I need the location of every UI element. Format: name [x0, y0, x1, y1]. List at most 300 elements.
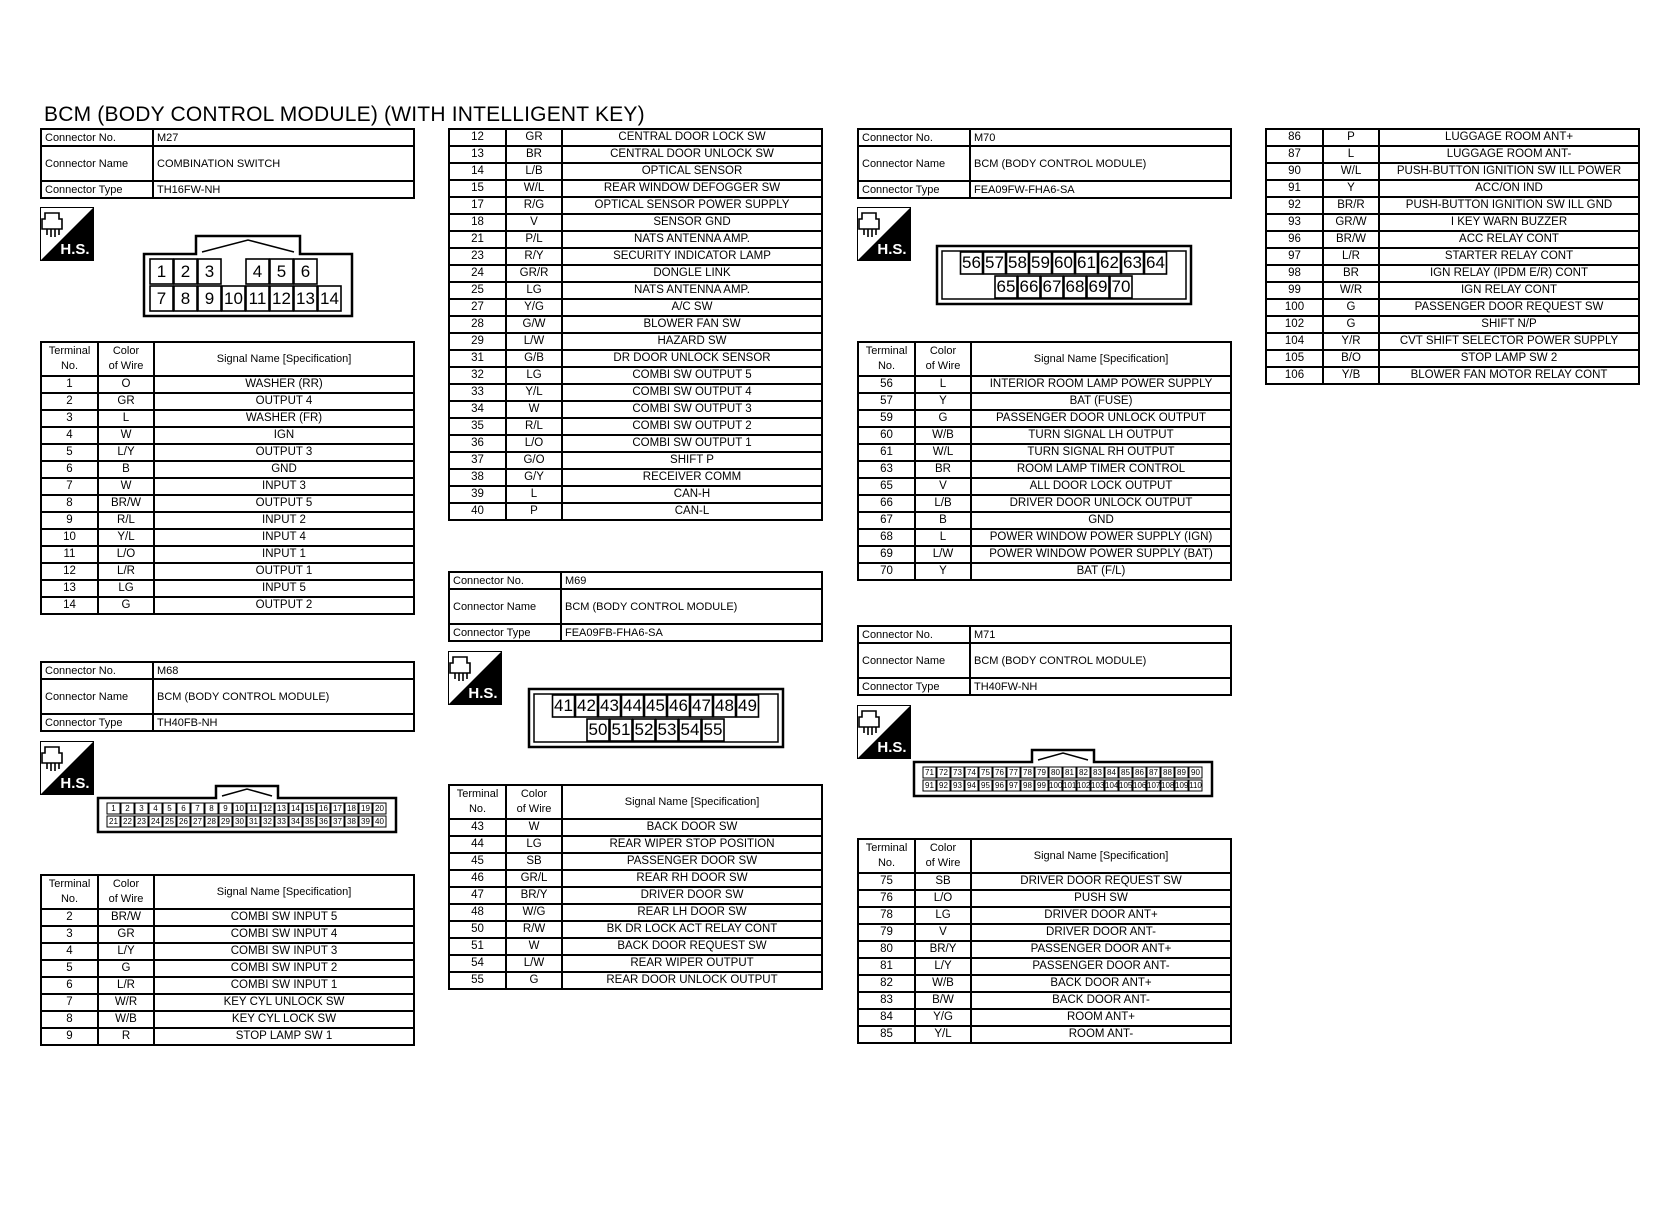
connector-type-value: TH16FW-NH: [153, 181, 414, 198]
hs-label: H.S.: [60, 241, 90, 258]
pin-label: 16: [319, 804, 328, 813]
signal-name: PASSENGER DOOR SW: [562, 853, 822, 870]
signal-name: TURN SIGNAL RH OUTPUT: [971, 444, 1231, 461]
pin-label: 27: [193, 817, 202, 826]
terminal-no: 3: [41, 926, 98, 943]
terminal-no: 31: [449, 350, 506, 367]
signal-name: WASHER (FR): [154, 410, 414, 427]
terminal-table-m71-continued: [1265, 128, 1640, 385]
wire-color: R: [98, 1028, 154, 1045]
terminal-no: 9: [41, 512, 98, 529]
terminal-no: 45: [449, 853, 506, 870]
wire-color: BR: [506, 146, 562, 163]
pin-label: 95: [981, 781, 990, 790]
header-terminal-no: Terminal No.: [41, 875, 98, 909]
header-color-of-wire: Color of Wire: [506, 785, 562, 819]
wire-color: Y: [915, 563, 971, 580]
pin-label: 5: [167, 804, 172, 813]
pin-label: 84: [1107, 768, 1116, 777]
signal-name: INPUT 3: [154, 478, 414, 495]
header-color-of-wire: Color of Wire: [915, 839, 971, 873]
terminal-row: [449, 231, 822, 248]
signal-name: INPUT 1: [154, 546, 414, 563]
signal-name: DRIVER DOOR REQUEST SW: [971, 873, 1231, 890]
pin-label: 76: [995, 768, 1004, 777]
pin-label: 25: [165, 817, 174, 826]
pin-label: 62: [1100, 253, 1119, 272]
signal-name: COMBI SW OUTPUT 3: [562, 401, 822, 418]
signal-name: BACK DOOR ANT+: [971, 975, 1231, 992]
pin-label: 14: [291, 804, 300, 813]
pin-label: 81: [1065, 768, 1074, 777]
terminal-no: 8: [41, 1011, 98, 1028]
wire-color: B: [98, 461, 154, 478]
wire-color: P: [1323, 129, 1379, 146]
connector-name-value: BCM (BODY CONTROL MODULE): [561, 589, 822, 624]
wire-color: W: [506, 938, 562, 955]
label-connector-type: Connector Type: [449, 624, 561, 641]
signal-name: COMBI SW INPUT 4: [154, 926, 414, 943]
connector-info-m69: [448, 571, 823, 642]
terminal-row: [449, 384, 822, 401]
pin-label: 86: [1135, 768, 1144, 777]
terminal-no: 90: [1266, 163, 1323, 180]
pin-label: 101: [1063, 781, 1077, 790]
terminal-row: [1266, 350, 1639, 367]
pin-label: 67: [1042, 277, 1062, 296]
terminal-no: 12: [449, 129, 506, 146]
terminal-no: 34: [449, 401, 506, 418]
wire-color: W/B: [915, 427, 971, 444]
wire-color: GR/W: [1323, 214, 1379, 231]
terminal-no: 48: [449, 904, 506, 921]
signal-name: CAN-H: [562, 486, 822, 503]
terminal-no: 91: [1266, 180, 1323, 197]
wire-color: Y: [915, 393, 971, 410]
label-connector-type: Connector Type: [41, 714, 153, 731]
wire-color: SB: [915, 873, 971, 890]
signal-name: IGN RELAY CONT: [1379, 282, 1639, 299]
terminal-row: [41, 1028, 414, 1045]
connector-no-value: M27: [153, 129, 414, 146]
signal-name: PUSH-BUTTON IGNITION SW ILL POWER: [1379, 163, 1639, 180]
header-terminal-no: Terminal No.: [449, 785, 506, 819]
connector-face-m27: [144, 234, 352, 316]
terminal-no: 6: [41, 977, 98, 994]
wire-color: L/W: [506, 955, 562, 972]
terminal-row: [449, 452, 822, 469]
terminal-no: 50: [449, 921, 506, 938]
pin-label: 45: [646, 696, 665, 715]
terminal-row: [1266, 163, 1639, 180]
signal-name: REAR DOOR UNLOCK OUTPUT: [562, 972, 822, 989]
label-connector-name: Connector Name: [858, 146, 970, 181]
pin-label: 7: [195, 804, 200, 813]
pin-label: 55: [703, 720, 723, 739]
signal-name: BACK DOOR SW: [562, 819, 822, 836]
pin-label: 105: [1119, 781, 1133, 790]
pin-label: 37: [333, 817, 342, 826]
wire-color: W: [98, 478, 154, 495]
wire-color: W/R: [1323, 282, 1379, 299]
pin-label: 72: [939, 768, 948, 777]
terminal-row: [41, 427, 414, 444]
pin-label: 13: [277, 804, 286, 813]
signal-name: ALL DOOR LOCK OUTPUT: [971, 478, 1231, 495]
terminal-no: 80: [858, 941, 915, 958]
terminal-no: 8: [41, 495, 98, 512]
terminal-no: 12: [41, 563, 98, 580]
pin-label: 60: [1054, 253, 1073, 272]
terminal-row: [41, 563, 414, 580]
terminal-no: 99: [1266, 282, 1323, 299]
terminal-row: [1266, 231, 1639, 248]
terminal-no: 105: [1266, 350, 1323, 367]
wire-color: Y/L: [98, 529, 154, 546]
signal-name: PASSENGER DOOR ANT+: [971, 941, 1231, 958]
hs-icon: [857, 705, 911, 759]
terminal-no: 63: [858, 461, 915, 478]
terminal-no: 86: [1266, 129, 1323, 146]
label-connector-name: Connector Name: [41, 679, 153, 714]
terminal-no: 75: [858, 873, 915, 890]
wire-color: Y: [1323, 180, 1379, 197]
connector-type-value: FEA09FW-FHA6-SA: [970, 181, 1231, 198]
signal-name: BACK DOOR ANT-: [971, 992, 1231, 1009]
signal-name: CENTRAL DOOR UNLOCK SW: [562, 146, 822, 163]
pin-label: 46: [669, 696, 688, 715]
pin-label: 69: [1088, 277, 1108, 296]
terminal-no: 13: [41, 580, 98, 597]
terminal-row: [1266, 265, 1639, 282]
terminal-no: 59: [858, 410, 915, 427]
pin-label: 64: [1146, 253, 1165, 272]
wire-color: LG: [506, 282, 562, 299]
terminal-no: 56: [858, 376, 915, 393]
signal-name: OUTPUT 5: [154, 495, 414, 512]
terminal-no: 57: [858, 393, 915, 410]
connector-no-value: M69: [561, 572, 822, 589]
label-connector-type: Connector Type: [858, 678, 970, 695]
wire-color: L/O: [506, 435, 562, 452]
terminal-no: 104: [1266, 333, 1323, 350]
terminal-row: [41, 597, 414, 614]
wire-color: L/O: [98, 546, 154, 563]
terminal-row: [41, 495, 414, 512]
terminal-table-m27: [40, 341, 415, 615]
signal-name: ROOM ANT-: [971, 1026, 1231, 1043]
wire-color: L: [98, 410, 154, 427]
terminal-no: 83: [858, 992, 915, 1009]
hs-label: H.S.: [877, 739, 907, 756]
signal-name: IGN: [154, 427, 414, 444]
wire-color: B/W: [915, 992, 971, 1009]
wire-color: GR: [98, 393, 154, 410]
terminal-no: 2: [41, 909, 98, 926]
connector-name-value: BCM (BODY CONTROL MODULE): [970, 643, 1231, 678]
terminal-row: [449, 316, 822, 333]
pin-label: 107: [1147, 781, 1161, 790]
pin-label: 58: [1008, 253, 1027, 272]
pin-label: 51: [611, 720, 631, 739]
terminal-row: [449, 367, 822, 384]
pin-label: 53: [657, 720, 677, 739]
terminal-row: [1266, 367, 1639, 384]
connector-face-m71: [914, 748, 1212, 796]
wire-color: W/L: [506, 180, 562, 197]
terminal-row: [449, 214, 822, 231]
wire-color: G: [98, 960, 154, 977]
signal-name: ROOM ANT+: [971, 1009, 1231, 1026]
signal-name: LUGGAGE ROOM ANT+: [1379, 129, 1639, 146]
wire-color: G/O: [506, 452, 562, 469]
pin-label: 4: [252, 262, 263, 281]
wire-color: L/R: [98, 563, 154, 580]
pin-label: 8: [209, 804, 214, 813]
terminal-row: [858, 546, 1231, 563]
wire-color: O: [98, 376, 154, 393]
terminal-no: 10: [41, 529, 98, 546]
signal-name: OUTPUT 3: [154, 444, 414, 461]
wire-color: L/W: [915, 546, 971, 563]
wire-color: W/G: [506, 904, 562, 921]
pin-label: 83: [1093, 768, 1102, 777]
pin-label: 54: [680, 720, 700, 739]
terminal-no: 79: [858, 924, 915, 941]
wire-color: P: [506, 503, 562, 520]
terminal-row: [41, 1011, 414, 1028]
pin-label: 96: [995, 781, 1004, 790]
pin-label: 74: [967, 768, 976, 777]
terminal-row: [449, 265, 822, 282]
signal-name: OPTICAL SENSOR POWER SUPPLY: [562, 197, 822, 214]
wire-color: BR/R: [1323, 197, 1379, 214]
signal-name: OUTPUT 1: [154, 563, 414, 580]
terminal-no: 96: [1266, 231, 1323, 248]
terminal-no: 36: [449, 435, 506, 452]
terminal-row: [858, 890, 1231, 907]
pin-label: 23: [137, 817, 146, 826]
signal-name: POWER WINDOW POWER SUPPLY (IGN): [971, 529, 1231, 546]
wire-color: Y/L: [506, 384, 562, 401]
pin-label: 22: [123, 817, 132, 826]
terminal-row: [449, 146, 822, 163]
terminal-row: [41, 546, 414, 563]
signal-name: OUTPUT 2: [154, 597, 414, 614]
terminal-row: [858, 975, 1231, 992]
signal-name: INPUT 4: [154, 529, 414, 546]
signal-name: REAR WINDOW DEFOGGER SW: [562, 180, 822, 197]
signal-name: WASHER (RR): [154, 376, 414, 393]
terminal-row: [449, 503, 822, 520]
connector-name-value: COMBINATION SWITCH: [153, 146, 414, 181]
terminal-row: [858, 1009, 1231, 1026]
pin-label: 97: [1009, 781, 1018, 790]
header-signal-name: Signal Name [Specification]: [154, 342, 414, 376]
hs-icon: [40, 207, 94, 261]
pin-label: 92: [939, 781, 948, 790]
terminal-row: [449, 486, 822, 503]
terminal-no: 7: [41, 994, 98, 1011]
terminal-no: 92: [1266, 197, 1323, 214]
header-terminal-no: Terminal No.: [41, 342, 98, 376]
terminal-row: [41, 994, 414, 1011]
signal-name: DRIVER DOOR ANT+: [971, 907, 1231, 924]
terminal-row: [449, 299, 822, 316]
connector-no-value: M71: [970, 626, 1231, 643]
terminal-table-m68-continued: [448, 128, 823, 521]
terminal-no: 61: [858, 444, 915, 461]
terminal-no: 69: [858, 546, 915, 563]
signal-name: REAR RH DOOR SW: [562, 870, 822, 887]
terminal-row: [449, 938, 822, 955]
terminal-no: 70: [858, 563, 915, 580]
terminal-no: 40: [449, 503, 506, 520]
terminal-no: 54: [449, 955, 506, 972]
pin-label: 88: [1163, 768, 1172, 777]
connector-info-m68: [40, 661, 415, 732]
label-connector-no: Connector No.: [858, 129, 970, 146]
signal-name: CVT SHIFT SELECTOR POWER SUPPLY: [1379, 333, 1639, 350]
connector-no-value: M68: [153, 662, 414, 679]
terminal-row: [1266, 197, 1639, 214]
terminal-row: [41, 478, 414, 495]
pin-label: 49: [738, 696, 757, 715]
terminal-row: [449, 836, 822, 853]
terminal-row: [858, 410, 1231, 427]
signal-name: REAR LH DOOR SW: [562, 904, 822, 921]
connector-type-value: TH40FB-NH: [153, 714, 414, 731]
signal-name: DRIVER DOOR ANT-: [971, 924, 1231, 941]
terminal-table-m69: [448, 784, 823, 990]
label-connector-no: Connector No.: [41, 129, 153, 146]
pin-label: 47: [692, 696, 711, 715]
pin-label: 29: [221, 817, 230, 826]
terminal-row: [449, 418, 822, 435]
terminal-no: 85: [858, 1026, 915, 1043]
signal-name: BK DR LOCK ACT RELAY CONT: [562, 921, 822, 938]
terminal-no: 46: [449, 870, 506, 887]
label-connector-no: Connector No.: [41, 662, 153, 679]
terminal-table-m71: [857, 838, 1232, 1044]
header-signal-name: Signal Name [Specification]: [154, 875, 414, 909]
wire-color: L/W: [506, 333, 562, 350]
signal-name: DRIVER DOOR SW: [562, 887, 822, 904]
wire-color: L: [506, 486, 562, 503]
terminal-no: 43: [449, 819, 506, 836]
terminal-no: 15: [449, 180, 506, 197]
signal-name: ACC/ON IND: [1379, 180, 1639, 197]
connector-name-value: BCM (BODY CONTROL MODULE): [153, 679, 414, 714]
connector-no-value: M70: [970, 129, 1231, 146]
terminal-row: [858, 924, 1231, 941]
terminal-row: [41, 444, 414, 461]
pin-label: 48: [715, 696, 734, 715]
header-signal-name: Signal Name [Specification]: [971, 342, 1231, 376]
wire-color: BR/Y: [506, 887, 562, 904]
signal-name: LUGGAGE ROOM ANT-: [1379, 146, 1639, 163]
terminal-no: 37: [449, 452, 506, 469]
pin-label: 79: [1037, 768, 1046, 777]
pin-label: 28: [207, 817, 216, 826]
terminal-row: [858, 907, 1231, 924]
pin-label: 8: [180, 289, 191, 308]
terminal-no: 21: [449, 231, 506, 248]
terminal-no: 68: [858, 529, 915, 546]
label-connector-name: Connector Name: [41, 146, 153, 181]
connector-info-m71: [857, 625, 1232, 696]
wire-color: G: [98, 597, 154, 614]
terminal-no: 33: [449, 384, 506, 401]
terminal-row: [858, 376, 1231, 393]
terminal-row: [41, 960, 414, 977]
wire-color: G/Y: [506, 469, 562, 486]
signal-name: COMBI SW INPUT 2: [154, 960, 414, 977]
signal-name: DR DOOR UNLOCK SENSOR: [562, 350, 822, 367]
terminal-no: 98: [1266, 265, 1323, 282]
pin-label: 9: [204, 289, 215, 308]
wire-color: W: [506, 401, 562, 418]
terminal-row: [41, 977, 414, 994]
terminal-row: [41, 943, 414, 960]
terminal-row: [1266, 129, 1639, 146]
signal-name: INPUT 2: [154, 512, 414, 529]
signal-name: POWER WINDOW POWER SUPPLY (BAT): [971, 546, 1231, 563]
terminal-row: [1266, 333, 1639, 350]
terminal-row: [858, 427, 1231, 444]
terminal-row: [858, 529, 1231, 546]
terminal-row: [858, 512, 1231, 529]
terminal-no: 102: [1266, 316, 1323, 333]
wire-color: L/Y: [98, 444, 154, 461]
pin-label: 40: [375, 817, 384, 826]
wire-color: W: [506, 819, 562, 836]
wire-color: W: [98, 427, 154, 444]
pin-label: 38: [347, 817, 356, 826]
terminal-row: [1266, 282, 1639, 299]
pin-label: 11: [249, 804, 258, 813]
terminal-no: 93: [1266, 214, 1323, 231]
connector-type-value: TH40FW-NH: [970, 678, 1231, 695]
wire-color: Y/G: [506, 299, 562, 316]
signal-name: TURN SIGNAL LH OUTPUT: [971, 427, 1231, 444]
terminal-no: 47: [449, 887, 506, 904]
signal-name: BAT (F/L): [971, 563, 1231, 580]
terminal-table-m70: [857, 341, 1232, 581]
pin-label: 1: [156, 262, 167, 281]
signal-name: PASSENGER DOOR ANT-: [971, 958, 1231, 975]
wire-color: G: [506, 972, 562, 989]
terminal-no: 5: [41, 960, 98, 977]
signal-name: PUSH-BUTTON IGNITION SW ILL GND: [1379, 197, 1639, 214]
pin-label: 10: [235, 804, 244, 813]
signal-name: INTERIOR ROOM LAMP POWER SUPPLY: [971, 376, 1231, 393]
connector-info-m70: [857, 128, 1232, 199]
wire-color: GR/L: [506, 870, 562, 887]
terminal-table-m68: [40, 874, 415, 1046]
terminal-row: [858, 992, 1231, 1009]
hs-label: H.S.: [468, 685, 498, 702]
pin-label: 17: [333, 804, 342, 813]
signal-name: I KEY WARN BUZZER: [1379, 214, 1639, 231]
signal-name: INPUT 5: [154, 580, 414, 597]
terminal-no: 55: [449, 972, 506, 989]
terminal-row: [858, 958, 1231, 975]
wire-color: BR/W: [98, 495, 154, 512]
terminal-row: [449, 435, 822, 452]
wire-color: LG: [915, 907, 971, 924]
terminal-no: 60: [858, 427, 915, 444]
